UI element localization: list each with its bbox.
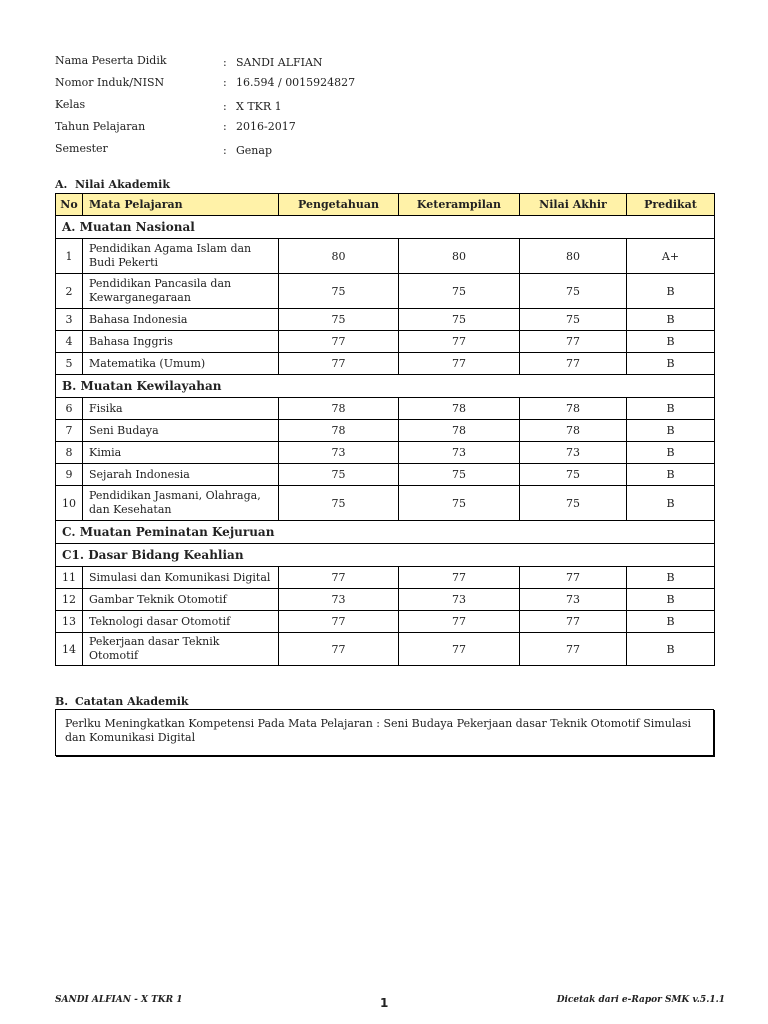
table-row bbox=[56, 331, 715, 353]
info-colon: : bbox=[223, 76, 227, 89]
row-no: 5 bbox=[56, 353, 83, 375]
row-grade: B bbox=[627, 398, 715, 420]
row-final: 73 bbox=[520, 442, 627, 464]
row-skill: 77 bbox=[399, 567, 520, 589]
group-row bbox=[56, 544, 715, 567]
table-header-row bbox=[56, 194, 715, 216]
row-grade: B bbox=[627, 633, 715, 666]
table-row bbox=[56, 353, 715, 375]
info-colon: : bbox=[223, 120, 227, 133]
footer-app-version: Dicetak dari e-Rapor SMK v.5.1.1 bbox=[556, 995, 725, 1005]
row-no: 14 bbox=[56, 633, 83, 666]
row-no: 9 bbox=[56, 464, 83, 486]
row-subject: Pendidikan Jasmani, Olahraga, dan Kesehatan bbox=[83, 486, 279, 521]
row-skill: 77 bbox=[399, 331, 520, 353]
row-subject: Simulasi dan Komunikasi Digital bbox=[83, 567, 279, 589]
row-skill: 77 bbox=[399, 633, 520, 666]
row-skill: 73 bbox=[399, 589, 520, 611]
table-row bbox=[56, 274, 715, 309]
row-skill: 75 bbox=[399, 274, 520, 309]
table-row bbox=[56, 442, 715, 464]
row-skill: 78 bbox=[399, 420, 520, 442]
row-skill: 75 bbox=[399, 309, 520, 331]
row-knowledge: 77 bbox=[279, 567, 399, 589]
header-grade: Predikat bbox=[627, 194, 715, 216]
row-grade: B bbox=[627, 589, 715, 611]
row-final: 75 bbox=[520, 274, 627, 309]
row-final: 77 bbox=[520, 633, 627, 666]
row-skill: 73 bbox=[399, 442, 520, 464]
info-label: Nama Peserta Didik bbox=[55, 54, 167, 67]
table-row bbox=[56, 239, 715, 274]
row-grade: B bbox=[627, 611, 715, 633]
row-no: 10 bbox=[56, 486, 83, 521]
row-subject: Fisika bbox=[83, 398, 279, 420]
row-knowledge: 75 bbox=[279, 309, 399, 331]
info-label: Tahun Pelajaran bbox=[55, 120, 146, 133]
group-title: A. Muatan Nasional bbox=[56, 216, 715, 239]
row-subject: Pendidikan Pancasila dan Kewarganegaraan bbox=[83, 274, 279, 309]
row-subject: Gambar Teknik Otomotif bbox=[83, 589, 279, 611]
student-name: SANDI ALFIAN bbox=[236, 56, 323, 69]
page-number: 1 bbox=[380, 996, 389, 1010]
row-final: 75 bbox=[520, 486, 627, 521]
row-grade: B bbox=[627, 309, 715, 331]
footer-student: SANDI ALFIAN - X TKR 1 bbox=[55, 995, 183, 1005]
section-label: Nilai Akademik bbox=[75, 178, 170, 191]
info-colon: : bbox=[223, 56, 227, 69]
section-b-title bbox=[55, 695, 189, 708]
section-letter: B. bbox=[55, 695, 69, 708]
row-knowledge: 75 bbox=[279, 486, 399, 521]
row-final: 73 bbox=[520, 589, 627, 611]
row-final: 77 bbox=[520, 331, 627, 353]
semester: Genap bbox=[236, 144, 272, 157]
row-knowledge: 75 bbox=[279, 464, 399, 486]
table-row bbox=[56, 398, 715, 420]
group-title: B. Muatan Kewilayahan bbox=[56, 375, 715, 398]
row-final: 77 bbox=[520, 567, 627, 589]
row-final: 75 bbox=[520, 309, 627, 331]
group-title: C1. Dasar Bidang Keahlian bbox=[56, 544, 715, 567]
row-subject: Seni Budaya bbox=[83, 420, 279, 442]
table-row bbox=[56, 567, 715, 589]
info-colon: : bbox=[223, 144, 227, 157]
row-no: 13 bbox=[56, 611, 83, 633]
table-row bbox=[56, 464, 715, 486]
table-row bbox=[56, 611, 715, 633]
table-row bbox=[56, 633, 715, 666]
header-final: Nilai Akhir bbox=[520, 194, 627, 216]
group-row bbox=[56, 375, 715, 398]
row-skill: 80 bbox=[399, 239, 520, 274]
row-grade: B bbox=[627, 353, 715, 375]
row-subject: Matematika (Umum) bbox=[83, 353, 279, 375]
row-subject: Teknologi dasar Otomotif bbox=[83, 611, 279, 633]
row-knowledge: 78 bbox=[279, 420, 399, 442]
group-row bbox=[56, 521, 715, 544]
header-skill: Keterampilan bbox=[399, 194, 520, 216]
row-no: 6 bbox=[56, 398, 83, 420]
row-knowledge: 77 bbox=[279, 611, 399, 633]
student-nisn: 16.594 / 0015924827 bbox=[236, 76, 356, 89]
row-grade: B bbox=[627, 567, 715, 589]
row-subject: Kimia bbox=[83, 442, 279, 464]
group-title: C. Muatan Peminatan Kejuruan bbox=[56, 521, 715, 544]
header-subject: Mata Pelajaran bbox=[83, 194, 279, 216]
row-no: 2 bbox=[56, 274, 83, 309]
row-no: 8 bbox=[56, 442, 83, 464]
row-knowledge: 73 bbox=[279, 589, 399, 611]
row-knowledge: 77 bbox=[279, 633, 399, 666]
group-row bbox=[56, 216, 715, 239]
row-grade: B bbox=[627, 486, 715, 521]
table-row bbox=[56, 589, 715, 611]
row-knowledge: 73 bbox=[279, 442, 399, 464]
row-final: 78 bbox=[520, 420, 627, 442]
row-grade: A+ bbox=[627, 239, 715, 274]
row-no: 7 bbox=[56, 420, 83, 442]
table-row bbox=[56, 309, 715, 331]
section-a-title bbox=[55, 178, 170, 191]
row-grade: B bbox=[627, 420, 715, 442]
header-no: No bbox=[56, 194, 83, 216]
row-grade: B bbox=[627, 464, 715, 486]
row-final: 77 bbox=[520, 353, 627, 375]
row-grade: B bbox=[627, 442, 715, 464]
row-final: 75 bbox=[520, 464, 627, 486]
row-subject: Sejarah Indonesia bbox=[83, 464, 279, 486]
row-skill: 75 bbox=[399, 486, 520, 521]
row-grade: B bbox=[627, 274, 715, 309]
row-skill: 77 bbox=[399, 611, 520, 633]
row-no: 4 bbox=[56, 331, 83, 353]
row-skill: 75 bbox=[399, 464, 520, 486]
row-skill: 78 bbox=[399, 398, 520, 420]
row-knowledge: 80 bbox=[279, 239, 399, 274]
row-knowledge: 77 bbox=[279, 353, 399, 375]
info-label: Nomor Induk/NISN bbox=[55, 76, 165, 89]
academic-year: 2016-2017 bbox=[236, 120, 296, 133]
info-colon: : bbox=[223, 100, 227, 113]
row-no: 1 bbox=[56, 239, 83, 274]
info-label: Kelas bbox=[55, 98, 86, 111]
row-subject: Pekerjaan dasar Teknik Otomotif bbox=[83, 633, 279, 666]
row-final: 77 bbox=[520, 611, 627, 633]
row-subject: Bahasa Inggris bbox=[83, 331, 279, 353]
grades-table bbox=[55, 193, 715, 666]
row-subject: Bahasa Indonesia bbox=[83, 309, 279, 331]
section-label: Catatan Akademik bbox=[75, 695, 189, 708]
row-no: 11 bbox=[56, 567, 83, 589]
row-final: 78 bbox=[520, 398, 627, 420]
row-subject: Pendidikan Agama Islam dan Budi Pekerti bbox=[83, 239, 279, 274]
row-final: 80 bbox=[520, 239, 627, 274]
table-row bbox=[56, 486, 715, 521]
student-class: X TKR 1 bbox=[236, 100, 282, 113]
row-knowledge: 75 bbox=[279, 274, 399, 309]
section-letter: A. bbox=[55, 178, 68, 191]
row-knowledge: 78 bbox=[279, 398, 399, 420]
academic-note: Perlku Meningkatkan Kompetensi Pada Mata Pelajaran : Seni Budaya Pekerjaan dasar Teknik Otomotif Simulasi dan Komunikasi Digital bbox=[55, 709, 714, 756]
row-skill: 77 bbox=[399, 353, 520, 375]
header-knowledge: Pengetahuan bbox=[279, 194, 399, 216]
row-no: 12 bbox=[56, 589, 83, 611]
row-grade: B bbox=[627, 331, 715, 353]
row-knowledge: 77 bbox=[279, 331, 399, 353]
table-row bbox=[56, 420, 715, 442]
info-label: Semester bbox=[55, 142, 108, 155]
row-no: 3 bbox=[56, 309, 83, 331]
